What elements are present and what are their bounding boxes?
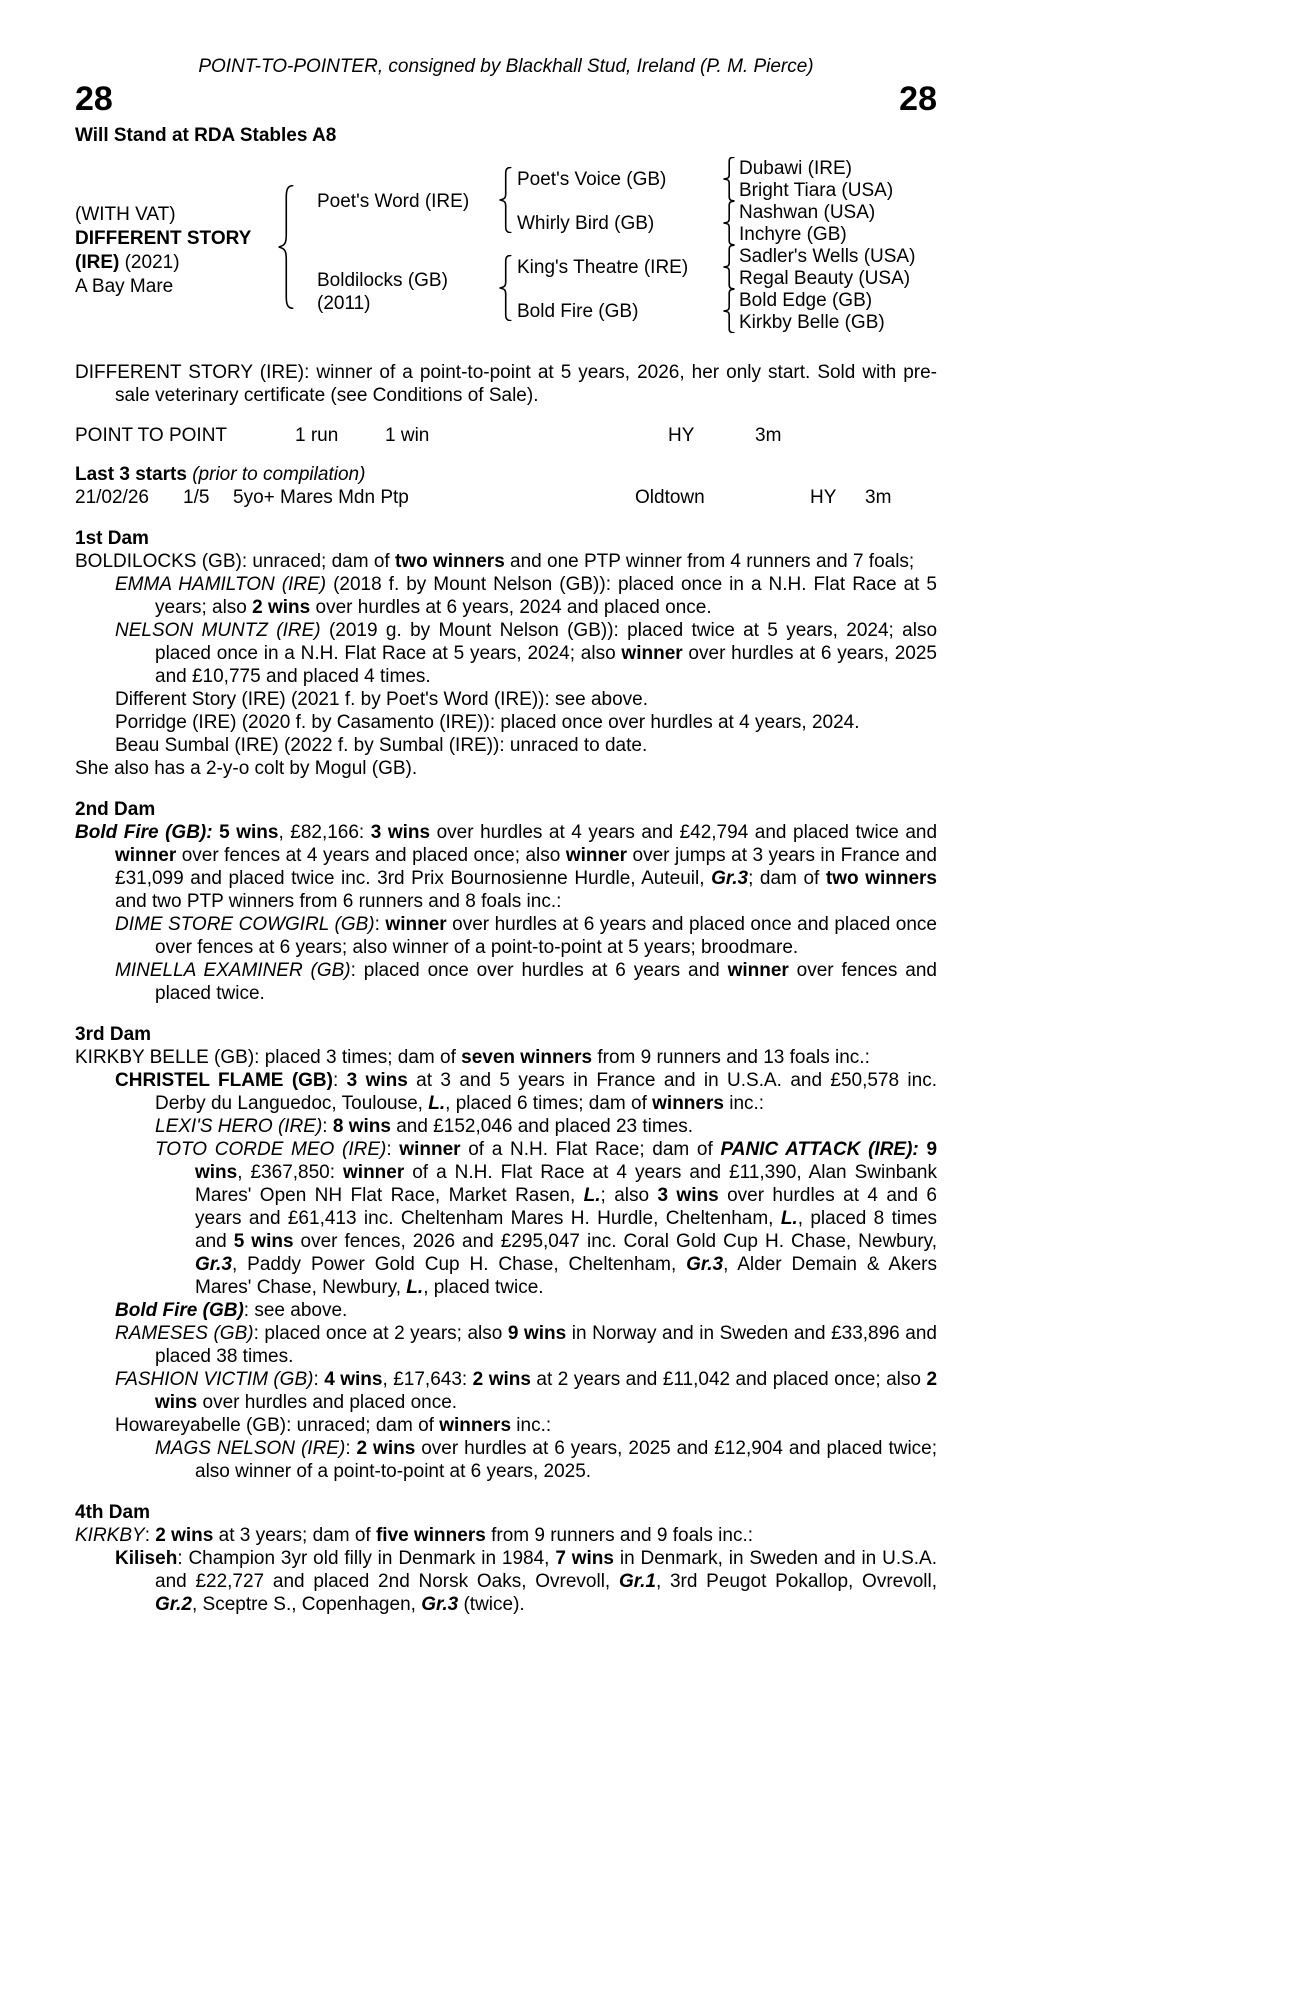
text-run: TOTO CORDE MEO (IRE) [155, 1139, 387, 1160]
text-run: She also has a 2-y-o colt by Mogul (GB). [75, 758, 418, 779]
start-position: 1/5 [183, 487, 210, 508]
text-run: 3 wins [657, 1185, 719, 1206]
horse-year: (2021) [119, 252, 180, 273]
text-run: winner [343, 1162, 405, 1183]
last-starts-subtitle: (prior to compilation) [186, 464, 366, 485]
catalog-paragraph [75, 1138, 937, 1299]
text-run: Bold Fire (GB) [75, 822, 207, 843]
pedigree-brace-gen1-icon [278, 185, 294, 309]
pedigree-brace-gen3-icon [723, 289, 735, 333]
text-run: CHRISTEL FLAME (GB) [115, 1070, 333, 1091]
text-run: : [386, 1139, 400, 1160]
gen3-name: Dubawi (IRE) [739, 158, 852, 179]
catalog-paragraph [75, 1437, 937, 1483]
record-going: HY [668, 425, 695, 446]
lot-number-row [75, 80, 937, 118]
text-run: over fences at 4 years and placed once; also [176, 845, 566, 866]
text-run: Different Story (IRE) (2021 f. by Poet's Word (IRE)): see above. [115, 689, 649, 710]
text-run: : [144, 1525, 156, 1546]
text-run: RAMESES (GB) [115, 1323, 254, 1344]
text-run: (2019 g. by Mount Nelson (GB)): placed twice at 5 years, 2024; also placed once in a N.H. Flat Race at 5 years, 2024; also [155, 620, 938, 664]
record-distance: 3m [755, 425, 782, 446]
catalog-paragraph [75, 1547, 937, 1616]
catalog-paragraph [75, 573, 937, 619]
text-run: Gr.3 [195, 1254, 232, 1275]
text-run: 9 wins [507, 1323, 567, 1344]
catalog-paragraph [75, 1322, 937, 1368]
text-run: : Champion 3yr old filly in Denmark in 1984, [177, 1548, 556, 1569]
text-run: and one PTP winner from 4 runners and 7 foals; [504, 551, 915, 572]
text-run: winners [652, 1093, 724, 1114]
catalog-paragraph [75, 821, 937, 913]
text-run: over hurdles at 4 and 6 years and £61,413 inc. Cheltenham Mares H. Hurdle, Cheltenham, [195, 1185, 937, 1229]
text-run: winner [727, 960, 789, 981]
text-run: Kiliseh [115, 1548, 178, 1569]
start-distance: 3m [865, 487, 892, 508]
text-run: Porridge (IRE) (2020 f. by Casamento (IRE)): placed once over hurdles at 4 years, 2024. [115, 712, 860, 733]
text-run: ; also [600, 1185, 658, 1206]
text-run: of a N.H. Flat Race; dam of [460, 1139, 721, 1160]
pedigree-brace-dam-icon [499, 255, 512, 321]
pedigree-chart [75, 157, 937, 341]
vat-note: (WITH VAT) [75, 204, 176, 225]
text-run: 4 wins [324, 1369, 383, 1390]
text-run: KIRKBY [75, 1525, 145, 1546]
text-run: over hurdles at 6 years, 2024 and placed once. [310, 597, 712, 618]
catalog-paragraph [75, 913, 937, 959]
text-run: L. [406, 1277, 424, 1298]
section-heading: 2nd Dam [75, 799, 156, 820]
text-run: : [322, 1116, 333, 1137]
text-run: , £17,643: [382, 1369, 473, 1390]
text-run: at 3 years; dam of [213, 1525, 376, 1546]
lot-number-left: 28 [75, 80, 113, 118]
text-run: : [332, 1070, 347, 1091]
text-run: : [206, 822, 220, 843]
text-run: inc.: [511, 1415, 552, 1436]
text-run: (2018 f. by Mount Nelson (GB)): placed once in a N.H. Flat Race at 5 years; also [155, 574, 937, 618]
text-run: FASHION VICTIM (GB) [115, 1369, 314, 1390]
text-run: , 3rd Peugot Pokallop, Ovrevoll, [655, 1571, 938, 1592]
record-category: POINT TO POINT [75, 425, 228, 446]
text-run: seven winners [461, 1047, 593, 1068]
text-run: 8 wins [332, 1116, 391, 1137]
text-run: , £367,850: [237, 1162, 344, 1183]
text-run: , placed 8 times and [195, 1208, 937, 1252]
pedigree-brace-sire-icon [499, 167, 512, 233]
last-starts-heading [75, 463, 937, 486]
text-run: : placed once at 2 years; also [253, 1323, 508, 1344]
catalog-paragraph [75, 734, 937, 757]
catalog-paragraph [75, 1299, 937, 1322]
gen3-name: Inchyre (GB) [739, 224, 847, 245]
text-run: at 3 and 5 years in France and in U.S.A. and £50,578 inc. Derby du Languedoc, Toulouse, [155, 1070, 937, 1114]
text-run: winner [399, 1139, 461, 1160]
text-run: LEXI'S HERO (IRE) [155, 1116, 323, 1137]
text-run: NELSON MUNTZ (IRE) [115, 620, 321, 641]
text-run: inc.: [723, 1093, 765, 1114]
text-run: , Alder Demain & Akers Mares' Chase, Newbury, [195, 1254, 937, 1298]
gen2-name: Bold Fire (GB) [517, 301, 639, 322]
text-run: PANIC ATTACK (IRE) [720, 1139, 913, 1160]
record-wins: 1 win [385, 425, 430, 446]
text-run: winner [565, 845, 628, 866]
text-run: over hurdles at 6 years and placed once and placed once over fences at 6 years; also winner of a point-to-point at 5 years; broodmare. [155, 914, 938, 958]
horse-suffix-year [75, 251, 251, 275]
text-run: in Norway and in Sweden and £33,896 and placed 38 times. [155, 1323, 937, 1367]
pedigree-brace-gen3-icon [723, 157, 735, 201]
text-run: 7 wins [555, 1548, 614, 1569]
catalog-paragraph [75, 711, 937, 734]
text-run: , £82,166: [278, 822, 371, 843]
text-run: BOLDILOCKS (GB): unraced; dam of [75, 551, 395, 572]
horse-name: DIFFERENT STORY [75, 228, 252, 249]
text-run: MINELLA EXAMINER (GB) [115, 960, 351, 981]
text-run: 2 wins [356, 1438, 416, 1459]
pedigree-brace-gen3-icon [723, 201, 735, 245]
pedigree-brace-gen3-icon [723, 245, 735, 289]
text-run: Bold Fire (GB) [115, 1300, 244, 1321]
catalog-paragraph [75, 1368, 937, 1414]
catalog-paragraph [75, 1414, 937, 1437]
text-run: and £152,046 and placed 23 times. [390, 1116, 694, 1137]
text-run: , placed twice. [423, 1277, 544, 1298]
text-run: DIFFERENT STORY (IRE): winner of a point-to-point at 5 years, 2026, her only start. Sold with pre-sale veterinary certificate (see Conditions of Sale). [75, 362, 937, 406]
record-starts: 1 run [295, 425, 339, 446]
text-run: L. [428, 1093, 446, 1114]
text-run: at 2 years and £11,042 and placed once; also [530, 1369, 927, 1390]
text-run: Gr.3 [711, 868, 749, 889]
text-run: Gr.2 [155, 1594, 192, 1615]
text-run: over fences, 2026 and £295,047 inc. Coral Gold Cup H. Chase, Newbury, [293, 1231, 938, 1252]
lot-number-right: 28 [899, 80, 937, 118]
text-run: 5 wins [219, 822, 279, 843]
text-run: from 9 runners and 9 foals inc.: [485, 1525, 753, 1546]
gen2-name: Poet's Voice (GB) [517, 169, 667, 190]
text-run: L. [583, 1185, 601, 1206]
race-record-row [75, 424, 937, 447]
text-run: two winners [394, 551, 505, 572]
text-run: two winners [825, 868, 937, 889]
text-run: : [345, 1438, 357, 1459]
text-run: winner [621, 643, 683, 664]
text-run: five winners [375, 1525, 486, 1546]
text-run: 9 wins [195, 1139, 938, 1183]
text-run: , placed 6 times; dam of [445, 1093, 653, 1114]
text-run: 2 wins [472, 1369, 531, 1390]
text-run: ; dam of [748, 868, 826, 889]
section-heading: 1st Dam [75, 528, 149, 549]
text-run: over hurdles at 6 years, 2025 and £10,775 and placed 4 times. [155, 643, 937, 687]
text-run: 2 wins [252, 597, 311, 618]
text-run: over hurdles at 4 years and £42,794 and placed twice and [430, 822, 938, 843]
last-start-row [75, 486, 937, 509]
text-run: : [912, 1139, 927, 1160]
text-run: KIRKBY BELLE (GB): placed 3 times; dam of [75, 1047, 462, 1068]
text-run: Beau Sumbal (IRE) (2022 f. by Sumbal (IRE)): unraced to date. [115, 735, 648, 756]
text-run: L. [780, 1208, 798, 1229]
horse-info-block [75, 203, 251, 299]
catalog-paragraph [75, 550, 937, 573]
text-run: , Sceptre S., Copenhagen, [191, 1594, 422, 1615]
gen3-name: Nashwan (USA) [739, 202, 876, 223]
start-date: 21/02/26 [75, 487, 149, 508]
text-run: over fences and placed twice. [155, 960, 937, 1004]
text-run: : [374, 914, 386, 935]
text-run: 3 wins [346, 1070, 408, 1091]
text-run: 5 wins [233, 1231, 294, 1252]
dam-name: Boldilocks (GB) [317, 270, 448, 291]
consignor-line: POINT-TO-POINTER, consigned by Blackhall Stud, Ireland (P. M. Pierce) [198, 56, 814, 77]
start-race: 5yo+ Mares Mdn Ptp [233, 487, 409, 508]
horse-suffix: (IRE) [75, 252, 120, 273]
text-run: Gr.1 [618, 1571, 656, 1592]
text-run: winner [385, 914, 447, 935]
section-heading: 3rd Dam [75, 1024, 152, 1045]
dam-year: (2011) [317, 293, 371, 314]
start-going: HY [810, 487, 837, 508]
stand-note: Will Stand at RDA Stables A8 [75, 125, 337, 146]
catalog-paragraph [75, 619, 937, 688]
text-run: 2 wins [155, 1525, 214, 1546]
catalog-paragraph [75, 757, 937, 780]
gen3-name: Regal Beauty (USA) [739, 268, 911, 289]
horse-description: A Bay Mare [75, 276, 174, 297]
text-run: over jumps at 3 years in France and £31,099 and placed twice inc. 3rd Prix Bournosienne Hurdle, Auteuil, [115, 845, 937, 889]
black-type-intro [75, 361, 937, 407]
text-run: of a N.H. Flat Race at 4 years and £11,390, Alan Swinbank Mares' Open NH Flat Race, Market Rasen, [195, 1162, 937, 1206]
text-run: MAGS NELSON (IRE) [155, 1438, 346, 1459]
text-run: Howareyabelle (GB): unraced; dam of [115, 1415, 440, 1436]
text-run: : placed once over hurdles at 6 years and [350, 960, 728, 981]
sire-name: Poet's Word (IRE) [317, 191, 470, 212]
text-run: : [313, 1369, 325, 1390]
text-run: and two PTP winners from 6 runners and 8 foals inc.: [115, 891, 562, 912]
catalog-paragraph [75, 1115, 937, 1138]
catalog-paragraph [75, 1046, 937, 1069]
text-run: Gr.3 [686, 1254, 724, 1275]
text-run: winners [439, 1415, 512, 1436]
gen2-name: King's Theatre (IRE) [517, 257, 689, 278]
text-run: 3 wins [370, 822, 431, 843]
gen3-name: Kirkby Belle (GB) [739, 312, 885, 333]
text-run: : see above. [243, 1300, 348, 1321]
page-content [75, 0, 937, 1616]
text-run: (twice). [458, 1594, 525, 1615]
text-run: EMMA HAMILTON (IRE) [115, 574, 327, 595]
gen3-name: Bold Edge (GB) [739, 290, 873, 311]
text-run: over hurdles at 6 years, 2025 and £12,904 and placed twice; also winner of a point-to-point at 6 years, 2025. [195, 1438, 938, 1482]
start-venue: Oldtown [635, 487, 705, 508]
gen3-name: Sadler's Wells (USA) [739, 246, 916, 267]
last-starts-title: Last 3 starts [75, 464, 187, 485]
catalog-paragraph [75, 1069, 937, 1115]
text-run: in Denmark, in Sweden and in U.S.A. and £22,727 and placed 2nd Norsk Oaks, Ovrevoll, [155, 1548, 938, 1592]
text-run: winner [115, 845, 177, 866]
section-heading: 4th Dam [75, 1502, 150, 1523]
text-run: 2 wins [155, 1369, 938, 1413]
gen3-name: Bright Tiara (USA) [739, 180, 894, 201]
dam-sections [75, 527, 937, 1616]
text-run: , Paddy Power Gold Cup H. Chase, Cheltenham, [231, 1254, 687, 1275]
gen2-name: Whirly Bird (GB) [517, 213, 655, 234]
text-run: DIME STORE COWGIRL (GB) [115, 914, 375, 935]
text-run: from 9 runners and 13 foals inc.: [592, 1047, 870, 1068]
text-run: Gr.3 [421, 1594, 459, 1615]
catalog-paragraph [75, 688, 937, 711]
catalog-paragraph [75, 959, 937, 1005]
catalog-paragraph [75, 1524, 937, 1547]
text-run: over hurdles and placed once. [197, 1392, 458, 1413]
